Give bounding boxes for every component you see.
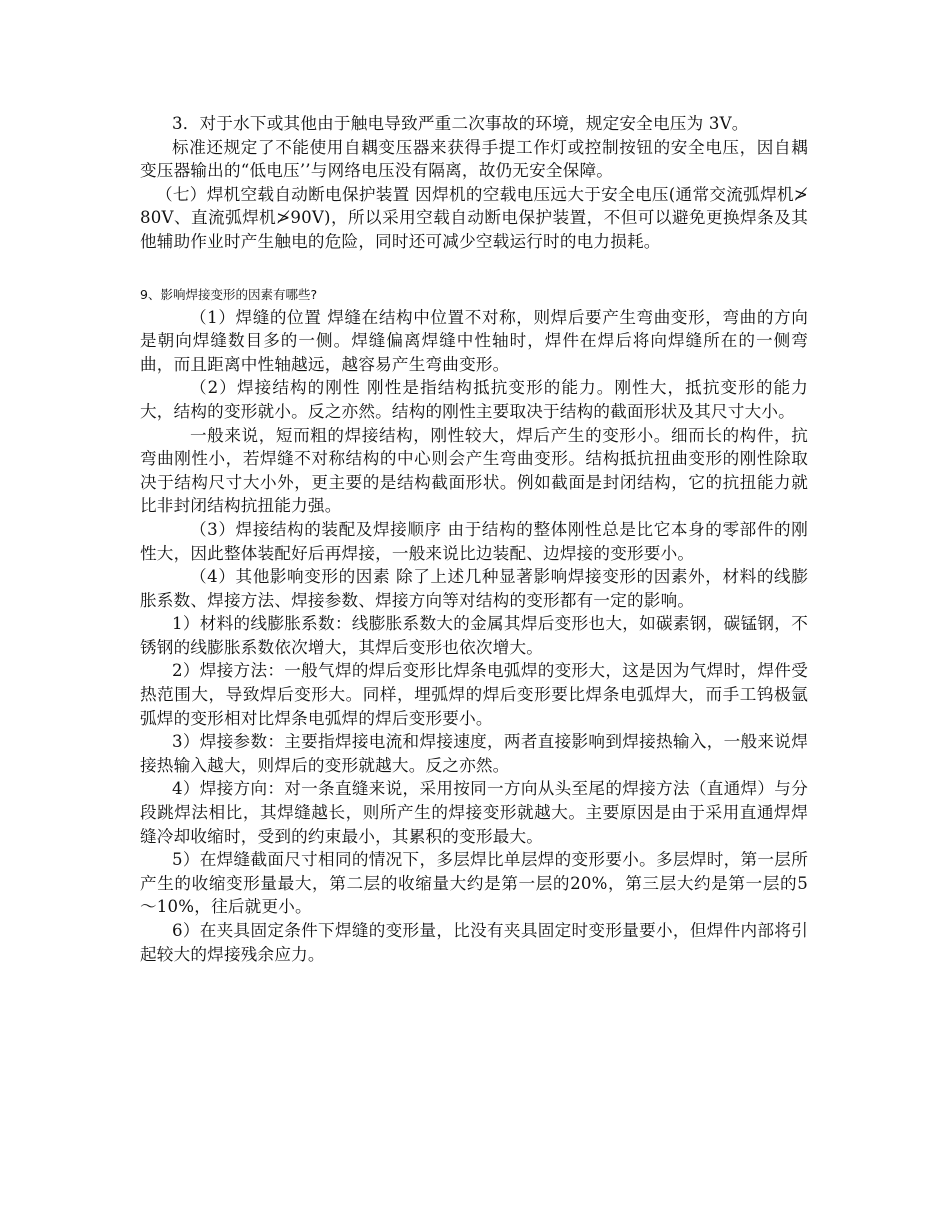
paragraph-structure-rigidity: （2）焊接结构的刚性 刚性是指结构抵抗变形的能力。刚性大，抵抗变形的能力大，结构的变形就小。反之亦然。结构的刚性主要取决于结构的截面形状及其尺寸大小。 [140, 378, 808, 421]
paragraph-safety-voltage: 3．对于水下或其他由于触电导致严重二次事故的环境，规定安全电压为 3V。 [172, 114, 749, 133]
paragraph-other-factors: （4）其他影响变形的因素 除了上述几种显著影响焊接变形的因素外，材料的线膨胀系数、焊接方法、焊接参数、焊接方向等对结构的变形都有一定的影响。 [140, 567, 808, 610]
paragraph-welding-parameters: 3）焊接参数：主要指焊接电流和焊接速度，两者直接影响到焊接热输入，一般来说焊接热输入越大，则焊后的变形就越大。反之亦然。 [140, 732, 808, 775]
section-gap [140, 254, 808, 284]
paragraph-expansion-coefficient: 1）材料的线膨胀系数：线膨胀系数大的金属其焊后变形也大，如碳素钢，碳锰钢，不锈钢的线膨胀系数依次增大，其焊后变形也依次增大。 [140, 614, 808, 657]
paragraph-welding-direction: 4）焊接方向：对一条直缝来说，采用按同一方向从头至尾的焊接方法（直通焊）与分段跳焊法相比，其焊缝越长，则所产生的焊接变形就越大。主要原因是由于采用直通焊焊缝冷却收缩时，受到的约束最小，其累积的变形最大。 [140, 779, 808, 846]
paragraph-no-load-protection: （七）焊机空载自动断电保护装置 因焊机的空载电压远大于安全电压(通常交流弧焊机≯80V、直流弧焊机≯90V)，所以采用空载自动断电保护装置，不但可以避免更换焊条及其他辅助作业时产生触电的危险，同时还可减少空载运行时的电力损耗。 [140, 184, 808, 251]
paragraph-welding-method: 2）焊接方法：一般气焊的焊后变形比焊条电弧焊的变形大，这是因为气焊时，焊件受热范围大，导致焊后变形大。同样，埋弧焊的焊后变形要比焊条电弧焊大，而手工钨极氩弧焊的变形相对比焊条电弧焊的焊后变形要小。 [140, 661, 808, 728]
paragraph-weld-position: （1）焊缝的位置 焊缝在结构中位置不对称，则焊后要产生弯曲变形，弯曲的方向是朝向焊缝数目多的一侧。焊缝偏离焊缝中性轴时，焊件在焊后将向焊缝所在的一侧弯曲，而且距离中性轴越远，越容易产生弯曲变形。 [140, 307, 808, 374]
document-body [140, 112, 808, 966]
paragraph-fixture-clamping: 6）在夹具固定条件下焊缝的变形量，比没有夹具固定时变形量要小，但焊件内部将引起较大的焊接残余应力。 [140, 921, 808, 964]
paragraph-autotransformer: 标准还规定了不能使用自耦变压器来获得手提工作灯或控制按钮的安全电压，因自耦变压器输出的“低电压’’与网络电压没有隔离，故仍无安全保障。 [140, 137, 808, 181]
question-title: 9、影响焊接变形的因素有哪些? [140, 286, 318, 302]
paragraph-multilayer-welding: 5）在焊缝截面尺寸相同的情况下，多层焊比单层焊的变形要小。多层焊时，第一层所产生的收缩变形量最大，第二层的收缩量大约是第一层的20%，第三层大约是第一层的5 ～10%，往后就更小。 [140, 850, 808, 917]
paragraph-assembly-sequence: （3）焊接结构的装配及焊接顺序 由于结构的整体刚性总是比它本身的零部件的刚性大，因此整体装配好后再焊接，一般来说比边装配、边焊接的变形要小。 [140, 519, 808, 563]
paragraph-rigidity-general: 一般来说，短而粗的焊接结构，刚性较大，焊后产生的变形小。细而长的构件，抗弯曲刚性小，若焊缝不对称结构的中心则会产生弯曲变形。结构抵抗扭曲变形的刚性除取决于结构尺寸大小外，更主要的是结构截面形状。例如截面是封闭结构，它的抗扭能力就比非封闭结构抗扭能力强。 [140, 425, 808, 516]
